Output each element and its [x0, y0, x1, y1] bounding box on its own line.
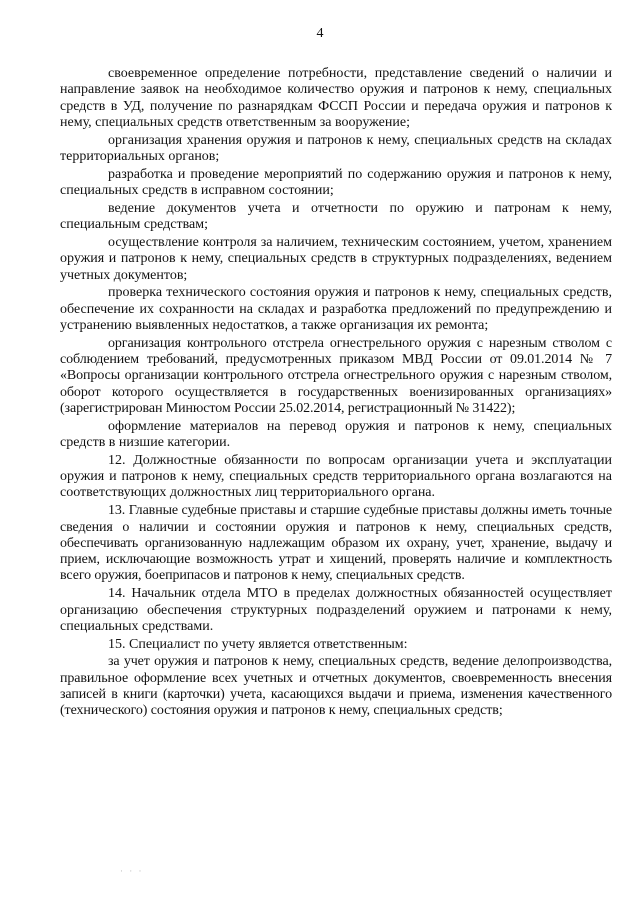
scan-artifact-marks: · · ·: [120, 866, 144, 876]
paragraph-item: осуществление контроля за наличием, техническим состоянием, учетом, хранением оружия и патронов к нему, специальных средств в структурных подразделениях, ведением учетных документов;: [60, 234, 612, 283]
paragraph-section-13: 13. Главные судебные приставы и старшие судебные приставы должны иметь точные сведения о наличии и состоянии оружия и патронов к нему, специальных средств, обеспечивать организованную надлежащим образом их охрану, учет, хранение, выдачу и прием, исключающие возможность утрат и хищений, проверять наличие и комплектность всего оружия, боеприпасов и патронов к нему, специальных средств.: [60, 503, 612, 584]
paragraph-section-12: 12. Должностные обязанности по вопросам организации учета и эксплуатации оружия и патронов к нему, специальных средств территориального органа возлагаются на соответствующих должностных лиц территориального органа.: [60, 452, 612, 501]
paragraph-item: проверка технического состояния оружия и патронов к нему, специальных средств, обеспечение их сохранности на складах и разработка предложений по предупреждению и устранению выявленных недостатков, а также организация их ремонта;: [60, 285, 612, 333]
paragraph-item: за учет оружия и патронов к нему, специальных средств, ведение делопроизводства, правильное оформление всех учетных и отчетных документов, своевременность внесения записей в книги (карточки) учета, касающихся выдачи и приема, изменения качественного (технического) состояния оружия и патронов к нему, специальных средств;: [60, 654, 612, 719]
paragraph-item: организация хранения оружия и патронов к нему, специальных средств на складах территориальных органов;: [60, 132, 612, 164]
paragraph-item: организация контрольного отстрела огнестрельного оружия с нарезным стволом с соблюдением требований, предусмотренных приказом МВД России от 09.01.2014 № 7 «Вопросы организации контрольного отстрела огнестрельного оружия с нарезным стволом, оборот которого осуществляется в государственных военизированных организациях» (зарегистрирован Минюстом России 25.02.2014, регистрационный № 31422);: [60, 335, 612, 416]
document-body: [60, 66, 612, 721]
paragraph-item: ведение документов учета и отчетности по оружию и патронам к нему, специальным средствам;: [60, 200, 612, 233]
paragraph-item: оформление материалов на перевод оружия и патронов к нему, специальных средств в низшие категории.: [60, 418, 612, 451]
page-number: 4: [316, 26, 324, 41]
paragraph-section-15: 15. Специалист по учету является ответственным:: [108, 636, 408, 652]
paragraph-item: своевременное определение потребности, представление сведений о наличии и направление заявок на необходимое количество оружия и патронов к нему, специальных средств в УД, получение по разнарядкам ФССП России и передача оружия и патронов к нему, специальных средств ответственным за вооружение;: [60, 66, 612, 130]
paragraph-item: разработка и проведение мероприятий по содержанию оружия и патронов к нему, специальных средств в исправном состоянии;: [60, 166, 612, 199]
paragraph-section-14: 14. Начальник отдела МТО в пределах должностных обязанностей осуществляет организацию обеспечения структурных подразделений оружием и патронами к нему, специальных средствами.: [60, 586, 612, 634]
